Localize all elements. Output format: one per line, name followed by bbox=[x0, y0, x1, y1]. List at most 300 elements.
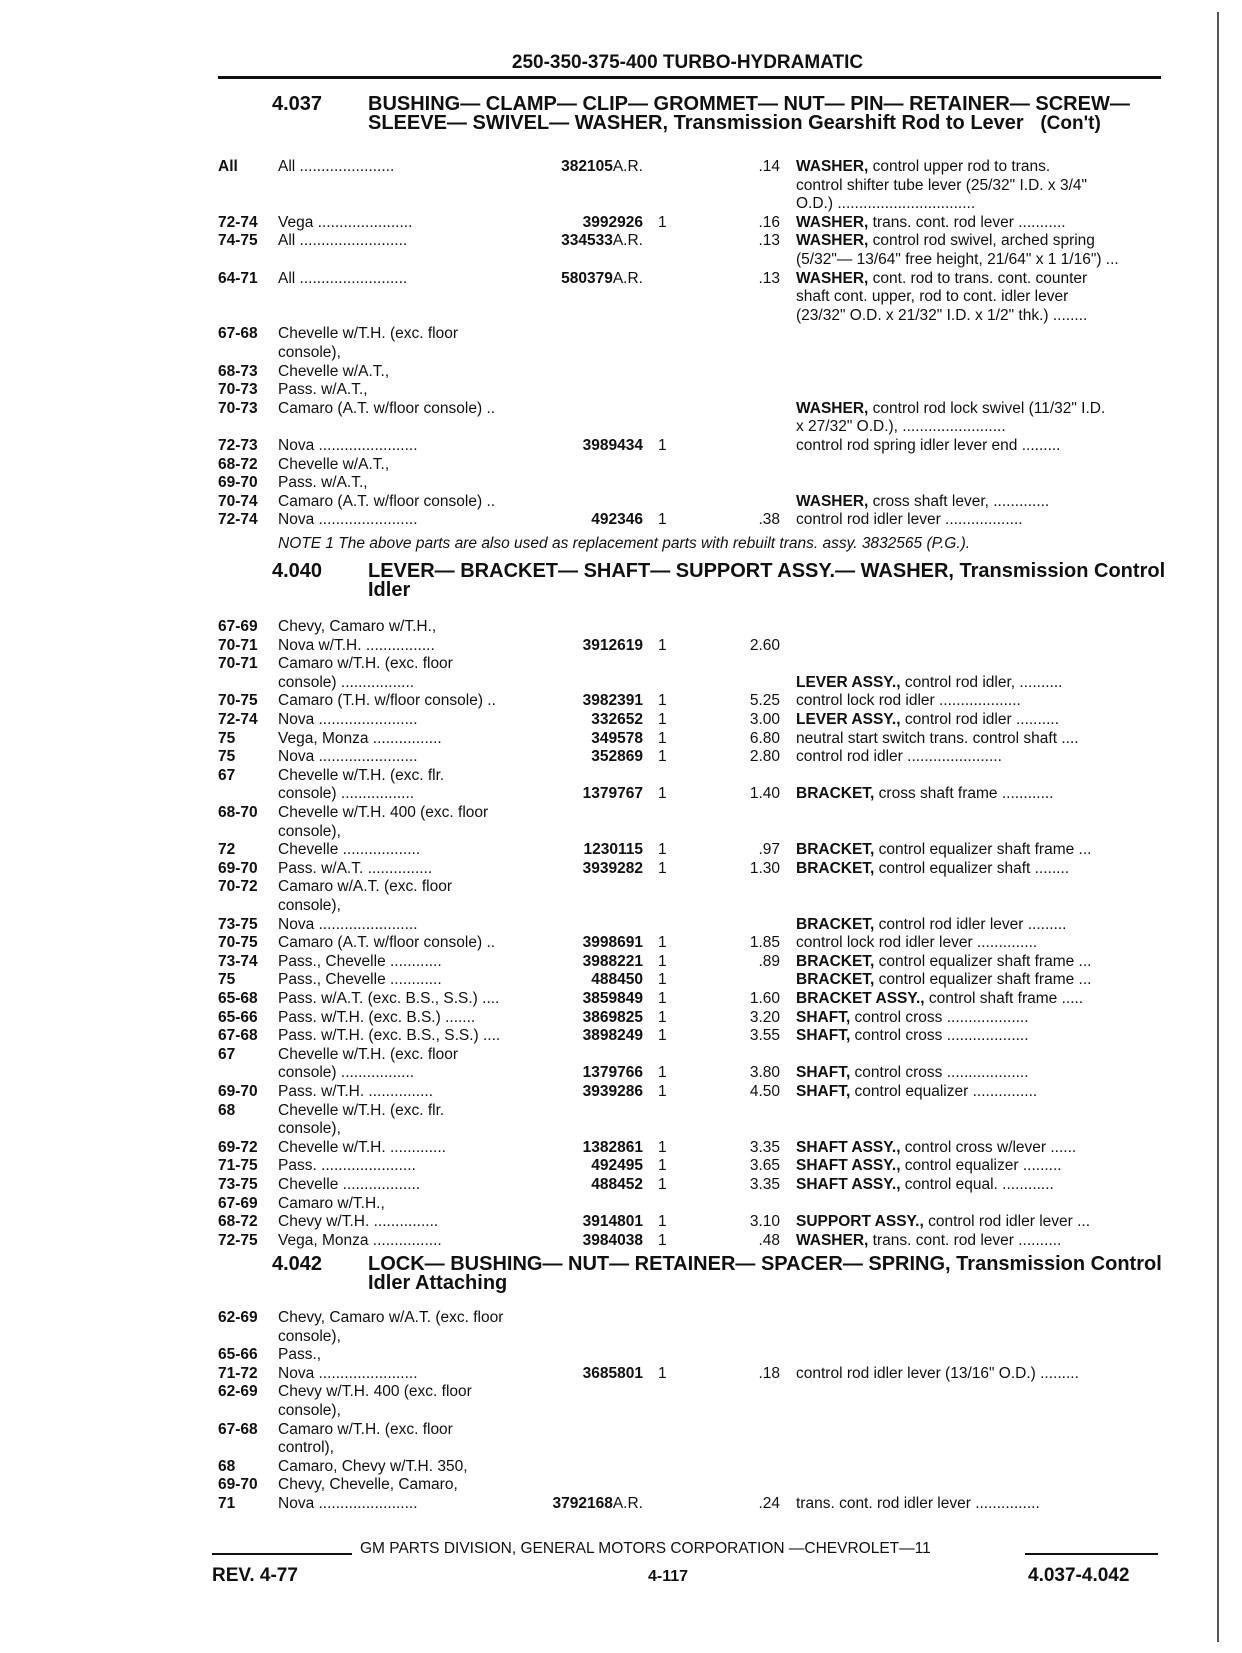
table-row bbox=[0, 287, 1242, 306]
part-number: 3898249 bbox=[582, 1027, 643, 1045]
description-text: trans. cont. rod idler lever ............... bbox=[796, 1495, 1040, 1512]
part-number: 334533A.R. bbox=[561, 232, 643, 250]
model: Chevelle w/A.T., bbox=[278, 455, 390, 473]
description bbox=[796, 1026, 1029, 1045]
table-row bbox=[0, 380, 1242, 399]
price: 1.40 bbox=[749, 785, 780, 803]
quantity: 1 bbox=[658, 1064, 667, 1082]
table-row bbox=[0, 1156, 1242, 1175]
model: Vega, Monza ................ bbox=[278, 1231, 442, 1249]
description-text: (5/32"— 13/64" free height, 21/64" x 1 1/16") ... bbox=[796, 251, 1119, 268]
model: Nova ....................... bbox=[278, 915, 418, 933]
table-row bbox=[0, 840, 1242, 859]
price: .18 bbox=[758, 1364, 780, 1382]
quantity: A.R. bbox=[612, 1495, 643, 1512]
price: .14 bbox=[758, 158, 780, 175]
model-year: 68-70 bbox=[218, 804, 258, 821]
description-text: cont. rod to trans. cont. counter bbox=[868, 269, 1088, 287]
table-row bbox=[0, 1175, 1242, 1194]
part-name: SHAFT, bbox=[796, 1008, 851, 1026]
price: 2.80 bbox=[749, 748, 780, 766]
model: Chevelle w/T.H. (exc. flr. bbox=[278, 1101, 445, 1119]
model: Chevy w/T.H. ............... bbox=[278, 1213, 439, 1231]
model: Pass. w/A.T., bbox=[278, 474, 368, 492]
table-row bbox=[0, 859, 1242, 878]
description bbox=[796, 710, 1059, 729]
model: console), bbox=[278, 1402, 341, 1419]
part-number: 3869825 bbox=[582, 1008, 643, 1026]
table-row bbox=[0, 1475, 1242, 1494]
table-row bbox=[0, 970, 1242, 989]
footer-text: GM PARTS DIVISION, GENERAL MOTORS CORPORATION —CHEVROLET—11 bbox=[360, 1540, 931, 1557]
price: .24 bbox=[758, 1495, 780, 1512]
table-row bbox=[0, 269, 1242, 288]
description bbox=[796, 1364, 1079, 1383]
table-row bbox=[0, 1457, 1242, 1476]
description bbox=[796, 1008, 1029, 1027]
description-text: control lock rod idler ................... bbox=[796, 692, 1021, 710]
description bbox=[796, 194, 975, 213]
model-year: 67-69 bbox=[218, 618, 258, 635]
model-year: 71 bbox=[218, 1495, 236, 1512]
table-row bbox=[0, 510, 1242, 529]
part-number: 3982391 bbox=[582, 692, 643, 710]
model-year: 75 bbox=[218, 729, 236, 747]
part-name: BRACKET, bbox=[796, 915, 875, 933]
description-text: control equalizer shaft ........ bbox=[874, 859, 1070, 877]
model-year: 72-75 bbox=[218, 1231, 258, 1249]
part-number: 3912619 bbox=[582, 636, 643, 654]
price: 3.20 bbox=[749, 1008, 780, 1026]
model: Nova ....................... bbox=[278, 1495, 418, 1512]
price: 3.55 bbox=[749, 1027, 780, 1045]
model: control), bbox=[278, 1439, 334, 1457]
model: Chevelle .................. bbox=[278, 1176, 421, 1193]
table-row bbox=[0, 654, 1242, 673]
price: 4.50 bbox=[749, 1083, 780, 1100]
description bbox=[796, 1138, 1076, 1157]
model: Chevelle w/T.H. 400 (exc. floor bbox=[278, 804, 489, 821]
description bbox=[796, 176, 1087, 195]
description bbox=[796, 840, 1091, 859]
description-text: neutral start switch trans. control shaft .... bbox=[796, 729, 1079, 747]
part-number: 352869 bbox=[591, 748, 643, 766]
table-row bbox=[0, 1327, 1242, 1346]
model: Chevy, Camaro w/T.H., bbox=[278, 618, 437, 635]
description bbox=[796, 970, 1091, 989]
table-row bbox=[0, 691, 1242, 710]
table-row bbox=[0, 1045, 1242, 1064]
table-row bbox=[0, 250, 1242, 269]
table-row bbox=[0, 617, 1242, 636]
description bbox=[796, 417, 1006, 436]
price: 3.10 bbox=[749, 1213, 780, 1231]
model-year: 71-72 bbox=[218, 1364, 258, 1382]
description-text: control equalizer ......... bbox=[900, 1157, 1062, 1175]
footer-rule-left bbox=[212, 1553, 352, 1555]
table-row bbox=[0, 784, 1242, 803]
table-row bbox=[0, 473, 1242, 492]
table-row bbox=[0, 989, 1242, 1008]
description bbox=[796, 1175, 1054, 1194]
price: 1.85 bbox=[749, 934, 780, 952]
description bbox=[796, 213, 1066, 232]
description-text: control cross ................... bbox=[850, 1064, 1029, 1082]
part-number: 3988221 bbox=[582, 952, 643, 970]
model-year: 69-70 bbox=[218, 1083, 258, 1100]
model-year: 73-75 bbox=[218, 915, 258, 933]
model: Nova ....................... bbox=[278, 748, 418, 766]
quantity: 1 bbox=[658, 934, 667, 952]
table-row bbox=[0, 362, 1242, 381]
model: Nova w/T.H. ................ bbox=[278, 636, 435, 654]
model: Chevelle w/T.H. (exc. floor bbox=[278, 1045, 459, 1063]
part-number: 1379766 bbox=[582, 1064, 643, 1082]
model-year: 70-74 bbox=[218, 492, 258, 510]
part-number: 580379A.R. bbox=[561, 269, 643, 287]
price: 1.30 bbox=[749, 859, 780, 877]
quantity: 1 bbox=[658, 1176, 667, 1193]
price: .13 bbox=[758, 269, 780, 287]
part-number: 1230115 bbox=[583, 841, 643, 859]
table-row bbox=[0, 492, 1242, 511]
part-number: 349578 bbox=[591, 729, 643, 747]
model-year: 70-75 bbox=[218, 692, 258, 710]
description-text: shaft cont. upper, rod to cont. idler lever bbox=[796, 288, 1069, 306]
section-range: 4.037-4.042 bbox=[1028, 1565, 1130, 1586]
model: Camaro w/T.H., bbox=[278, 1194, 385, 1212]
model: Pass., Chevelle ............ bbox=[278, 952, 442, 970]
revision: REV. 4-77 bbox=[212, 1565, 298, 1586]
quantity: 1 bbox=[658, 748, 667, 766]
model: Chevy, Camaro w/A.T. (exc. floor bbox=[278, 1309, 504, 1326]
model: console), bbox=[278, 344, 341, 361]
model: Chevy, Chevelle, Camaro, bbox=[278, 1476, 458, 1494]
model-year: 70-73 bbox=[218, 381, 258, 399]
part-name: SUPPORT ASSY., bbox=[796, 1213, 924, 1231]
model: console) ................. bbox=[278, 673, 415, 691]
part-name: BRACKET, bbox=[796, 841, 875, 859]
part-number: 332652 bbox=[591, 711, 643, 728]
model: Chevelle w/T.H. (exc. floor bbox=[278, 325, 459, 343]
quantity: 1 bbox=[658, 1231, 667, 1249]
price: 5.25 bbox=[749, 692, 780, 710]
price: 6.80 bbox=[749, 729, 780, 747]
part-name: SHAFT, bbox=[796, 1064, 851, 1082]
model-year: 62-69 bbox=[218, 1309, 258, 1326]
model-year: 72 bbox=[218, 841, 236, 859]
model: Chevelle w/A.T., bbox=[278, 362, 390, 380]
section-number: 4.037 bbox=[272, 93, 323, 115]
model: All ......................... bbox=[278, 269, 408, 287]
price: .16 bbox=[758, 213, 780, 231]
description-text: control equalizer shaft frame ... bbox=[874, 971, 1092, 989]
description bbox=[796, 269, 1087, 288]
model-year: 67-68 bbox=[218, 1027, 258, 1045]
model: Pass. w/T.H. ............... bbox=[278, 1083, 434, 1100]
model: console), bbox=[278, 1327, 341, 1345]
table-row bbox=[0, 1420, 1242, 1439]
table-row bbox=[0, 1212, 1242, 1231]
description-text: control equalizer shaft frame ... bbox=[874, 841, 1092, 859]
description bbox=[796, 729, 1079, 748]
quantity: 1 bbox=[658, 213, 667, 231]
quantity: 1 bbox=[658, 859, 667, 877]
description bbox=[796, 399, 1105, 418]
quantity: 1 bbox=[658, 990, 667, 1007]
part-name: WASHER, bbox=[796, 1231, 869, 1249]
model-year: 68 bbox=[218, 1101, 236, 1119]
table-row bbox=[0, 952, 1242, 971]
table-row bbox=[0, 1438, 1242, 1457]
quantity: 1 bbox=[658, 636, 667, 654]
model: Pass. w/A.T., bbox=[278, 381, 368, 399]
description bbox=[796, 952, 1091, 971]
description bbox=[796, 989, 1083, 1008]
description-text: control rod idler, .......... bbox=[900, 673, 1063, 691]
price: 2.60 bbox=[749, 636, 780, 654]
description-text: (23/32" O.D. x 21/32" I.D. x 1/2" thk.) ........ bbox=[796, 306, 1088, 324]
page-number: 4-117 bbox=[648, 1568, 689, 1585]
model: Camaro (A.T. w/floor console) .. bbox=[278, 399, 496, 417]
description bbox=[796, 287, 1068, 306]
table-row bbox=[0, 399, 1242, 418]
table-row bbox=[0, 1364, 1242, 1383]
table-row bbox=[0, 877, 1242, 896]
quantity: 1 bbox=[658, 841, 667, 859]
model-year: 72-74 bbox=[218, 711, 258, 728]
model: console) ................. bbox=[278, 785, 415, 803]
table-row bbox=[0, 231, 1242, 250]
model-year: 67-68 bbox=[218, 325, 258, 343]
model: console), bbox=[278, 1120, 341, 1138]
model-year: 65-68 bbox=[218, 990, 258, 1007]
model-year: 72-74 bbox=[218, 213, 258, 231]
table-row bbox=[0, 213, 1242, 232]
table-row bbox=[0, 803, 1242, 822]
quantity: 1 bbox=[658, 971, 667, 989]
part-name: WASHER, bbox=[796, 399, 869, 417]
table-row bbox=[0, 1231, 1242, 1250]
description bbox=[796, 1156, 1062, 1175]
model-year: 70-73 bbox=[218, 399, 258, 417]
table-row bbox=[0, 1494, 1242, 1513]
model-year: 71-75 bbox=[218, 1157, 258, 1175]
description bbox=[796, 231, 1095, 250]
description-text: O.D.) ................................ bbox=[796, 195, 976, 213]
model-year: 73-75 bbox=[218, 1176, 258, 1193]
part-number: 382105A.R. bbox=[561, 158, 643, 175]
description-text: trans. cont. rod lever .......... bbox=[868, 1231, 1062, 1249]
footer-rule-right bbox=[1025, 1553, 1158, 1555]
part-number: 492346 bbox=[591, 511, 643, 529]
model: Camaro (A.T. w/floor console) .. bbox=[278, 934, 496, 952]
quantity: 1 bbox=[658, 1008, 667, 1026]
part-name: WASHER, bbox=[796, 158, 869, 175]
model-year: 69-70 bbox=[218, 1476, 258, 1494]
page-header: 250-350-375-400 TURBO-HYDRAMATIC bbox=[511, 52, 864, 73]
model: console) ................. bbox=[278, 1064, 415, 1082]
quantity: 1 bbox=[658, 1157, 667, 1175]
model: Nova ....................... bbox=[278, 711, 418, 728]
description-text: control rod idler .......... bbox=[900, 711, 1060, 728]
model: Nova ....................... bbox=[278, 437, 418, 454]
description-text: control upper rod to trans. bbox=[868, 158, 1051, 175]
description bbox=[796, 915, 1066, 934]
table-row bbox=[0, 915, 1242, 934]
description bbox=[796, 673, 1062, 692]
description-text: control rod lock swivel (11/32" I.D. bbox=[868, 399, 1106, 417]
model-year: 75 bbox=[218, 971, 236, 989]
part-number: 1382861 bbox=[582, 1138, 643, 1156]
quantity: 1 bbox=[658, 1213, 667, 1231]
model-year: 68-73 bbox=[218, 362, 258, 380]
table-row bbox=[0, 710, 1242, 729]
description-text: control rod idler lever .................. bbox=[796, 511, 1023, 529]
table-row bbox=[0, 1008, 1242, 1027]
table-row bbox=[0, 194, 1242, 213]
part-name: WASHER, bbox=[796, 232, 869, 250]
quantity: 1 bbox=[658, 437, 667, 454]
table-row bbox=[0, 1138, 1242, 1157]
part-number: 3792168A.R. bbox=[552, 1495, 643, 1512]
quantity: A.R. bbox=[612, 269, 643, 287]
table-row bbox=[0, 436, 1242, 455]
part-number: 3998691 bbox=[582, 934, 643, 952]
description bbox=[796, 1231, 1061, 1250]
price: 1.60 bbox=[749, 990, 780, 1007]
model: Pass., bbox=[278, 1346, 322, 1364]
model-year: 70-71 bbox=[218, 655, 258, 673]
part-number: 3992926 bbox=[582, 213, 643, 231]
description bbox=[796, 1212, 1090, 1231]
part-name: LEVER ASSY., bbox=[796, 711, 901, 728]
table-row bbox=[0, 729, 1242, 748]
quantity: 1 bbox=[658, 729, 667, 747]
price: 3.35 bbox=[749, 1176, 780, 1193]
table-row bbox=[0, 636, 1242, 655]
description bbox=[796, 157, 1050, 176]
model: Camaro w/T.H. (exc. floor bbox=[278, 1420, 453, 1438]
model-year: 69-72 bbox=[218, 1138, 258, 1156]
table-row bbox=[0, 933, 1242, 952]
model-year: All bbox=[218, 158, 238, 175]
model: Chevelle .................. bbox=[278, 841, 421, 859]
model-year: 68-72 bbox=[218, 455, 258, 473]
price: 3.00 bbox=[749, 711, 780, 728]
section-number: 4.042 bbox=[272, 1253, 323, 1275]
description-text: control rod idler lever (13/16" O.D.) ......... bbox=[796, 1364, 1079, 1382]
model-year: 64-71 bbox=[218, 269, 258, 287]
description-text: control lock rod idler lever .............. bbox=[796, 934, 1038, 952]
part-name: WASHER, bbox=[796, 492, 869, 510]
table-row bbox=[0, 673, 1242, 692]
model-year: 62-69 bbox=[218, 1383, 258, 1401]
part-name: BRACKET, bbox=[796, 785, 875, 803]
table-row bbox=[0, 1082, 1242, 1101]
part-name: BRACKET, bbox=[796, 952, 875, 970]
model-year: 74-75 bbox=[218, 232, 258, 250]
price: 3.65 bbox=[749, 1157, 780, 1175]
part-name: SHAFT, bbox=[796, 1083, 851, 1100]
part-name: WASHER, bbox=[796, 213, 869, 231]
description-text: cross shaft frame ............ bbox=[874, 785, 1054, 803]
quantity: 1 bbox=[658, 692, 667, 710]
model-year: 69-70 bbox=[218, 859, 258, 877]
description-text: control cross ................... bbox=[850, 1008, 1029, 1026]
model-year: 70-75 bbox=[218, 934, 258, 952]
part-number: 3989434 bbox=[582, 437, 643, 454]
table-row bbox=[0, 1382, 1242, 1401]
model: Chevelle w/T.H. (exc. flr. bbox=[278, 766, 445, 784]
part-number: 3914801 bbox=[582, 1213, 643, 1231]
model: Pass. w/T.H. (exc. B.S., S.S.) .... bbox=[278, 1027, 501, 1045]
price: .38 bbox=[758, 511, 780, 529]
table-row bbox=[0, 324, 1242, 343]
description bbox=[796, 492, 1049, 511]
quantity: 1 bbox=[658, 711, 667, 728]
model-year: 67 bbox=[218, 1045, 236, 1063]
model-year: 72-73 bbox=[218, 437, 258, 454]
table-row bbox=[0, 1063, 1242, 1082]
section-title: LOCK— BUSHING— NUT— RETAINER— SPACER— SPRING, Transmission Control Idler Attaching bbox=[368, 1253, 1162, 1294]
table-row bbox=[0, 1308, 1242, 1327]
part-number: 1379767 bbox=[582, 785, 643, 803]
quantity: 1 bbox=[658, 511, 667, 529]
model: All ......................... bbox=[278, 232, 408, 250]
part-name: BRACKET, bbox=[796, 859, 875, 877]
table-row bbox=[0, 747, 1242, 766]
model-year: 68-72 bbox=[218, 1213, 258, 1231]
section-title: LEVER— BRACKET— SHAFT— SUPPORT ASSY.— WASHER, Transmission Control Idler bbox=[368, 560, 1166, 601]
table-row bbox=[0, 1026, 1242, 1045]
quantity: A.R. bbox=[612, 158, 643, 175]
model: Pass., Chevelle ............ bbox=[278, 971, 442, 989]
table-row bbox=[0, 1401, 1242, 1420]
model: Camaro (A.T. w/floor console) .. bbox=[278, 492, 496, 510]
table-row bbox=[0, 1345, 1242, 1364]
header-rule bbox=[218, 76, 1161, 79]
part-number: 488450 bbox=[591, 971, 643, 989]
description-text: control equal. ............ bbox=[900, 1176, 1054, 1193]
description bbox=[796, 250, 1119, 269]
description bbox=[796, 747, 1002, 766]
part-number: 3984038 bbox=[582, 1231, 643, 1249]
description bbox=[796, 784, 1054, 803]
description bbox=[796, 1063, 1029, 1082]
description-text: control shifter tube lever (25/32" I.D. x 3/4" bbox=[796, 176, 1088, 194]
price: 3.35 bbox=[749, 1138, 780, 1156]
model-year: 73-74 bbox=[218, 952, 258, 970]
model: Camaro w/T.H. (exc. floor bbox=[278, 655, 453, 673]
part-number: 3939282 bbox=[582, 859, 643, 877]
model: Vega, Monza ................ bbox=[278, 729, 442, 747]
part-name: WASHER, bbox=[796, 269, 869, 287]
description-text: trans. cont. rod lever ........... bbox=[868, 213, 1066, 231]
price: .97 bbox=[758, 841, 780, 859]
description bbox=[796, 306, 1087, 325]
price: .13 bbox=[758, 232, 780, 250]
table-row bbox=[0, 455, 1242, 474]
description-text: x 27/32" O.D.), ........................ bbox=[796, 418, 1006, 436]
model-year: 70-71 bbox=[218, 636, 258, 654]
quantity: 1 bbox=[658, 785, 667, 803]
model-year: 68 bbox=[218, 1457, 236, 1475]
description-text: control rod swivel, arched spring bbox=[868, 232, 1095, 250]
section-number: 4.040 bbox=[272, 560, 323, 582]
description bbox=[796, 510, 1023, 529]
quantity: 1 bbox=[658, 1364, 667, 1382]
